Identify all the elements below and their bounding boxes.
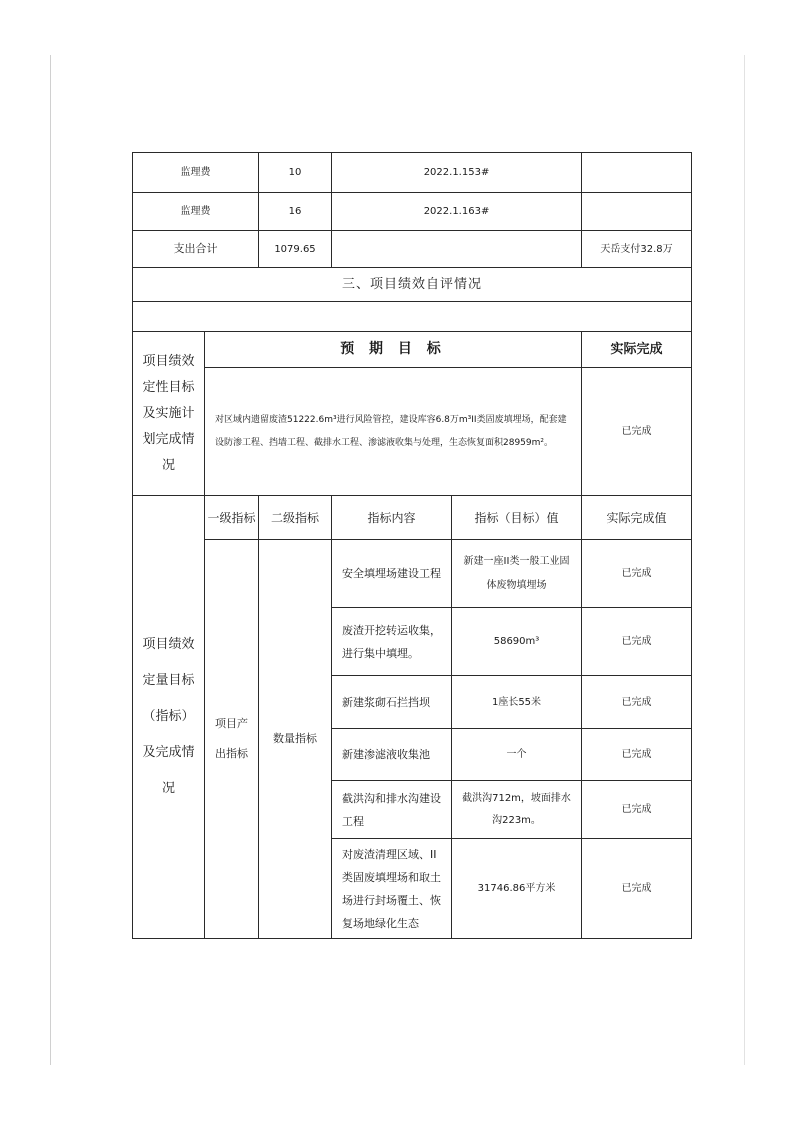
expense-amount: 16	[259, 193, 332, 231]
indicator-actual: 已完成	[582, 729, 692, 781]
expense-item: 监理费	[133, 193, 259, 231]
qualitative-content-row	[133, 368, 692, 496]
content-header: 指标内容	[332, 496, 452, 540]
expense-row	[133, 193, 692, 231]
expense-row	[133, 153, 692, 193]
quantitative-label: 项目绩效定量目标（指标）及完成情况	[133, 496, 205, 939]
actual-completion-header: 实际完成	[582, 332, 692, 368]
indicator-target: 截洪沟712m，坡面排水沟223m。	[452, 781, 582, 839]
target-header: 指标（目标）值	[452, 496, 582, 540]
indicator-content: 截洪沟和排水沟建设工程	[332, 781, 452, 839]
indicator-row	[133, 540, 692, 608]
performance-report-table	[132, 152, 692, 939]
expense-date: 2022.1.163#	[332, 193, 582, 231]
level1-header: 一级指标	[205, 496, 259, 540]
total-row	[133, 231, 692, 268]
expense-note	[582, 193, 692, 231]
blank-row	[133, 302, 692, 332]
indicator-target: 新建一座II类一般工业固体废物填埋场	[452, 540, 582, 608]
expense-amount: 10	[259, 153, 332, 193]
indicator-content: 对废渣清理区域、II类固废填埋场和取土场进行封场覆土、恢复场地绿化生态	[332, 839, 452, 939]
quantitative-header-row	[133, 496, 692, 540]
expected-goal-header: 预 期 目 标	[205, 332, 582, 368]
section-title: 三、项目绩效自评情况	[133, 268, 692, 302]
level2-header: 二级指标	[259, 496, 332, 540]
qualitative-header-row	[133, 332, 692, 368]
total-note: 天岳支付32.8万	[582, 231, 692, 268]
actual-header: 实际完成值	[582, 496, 692, 540]
expected-goal-text: 对区域内遗留废渣51222.6m³进行风险管控，建设库容6.8万m³II类固废填埋场，配套建设防渗工程、挡墙工程、截排水工程、渗滤液收集与处理，生态恢复面积28959m²。	[205, 368, 582, 496]
indicator-actual: 已完成	[582, 540, 692, 608]
qualitative-label: 项目绩效定性目标及实施计划完成情况	[133, 332, 205, 496]
scan-margin-line	[50, 55, 51, 1065]
total-amount: 1079.65	[259, 231, 332, 268]
expense-item: 监理费	[133, 153, 259, 193]
indicator-target: 58690m³	[452, 608, 582, 676]
indicator-actual: 已完成	[582, 781, 692, 839]
indicator-actual: 已完成	[582, 839, 692, 939]
indicator-content: 新建浆砌石拦挡坝	[332, 676, 452, 729]
expense-date: 2022.1.153#	[332, 153, 582, 193]
level2-value: 数量指标	[259, 540, 332, 939]
indicator-content: 安全填埋场建设工程	[332, 540, 452, 608]
qualitative-status: 已完成	[582, 368, 692, 496]
indicator-content: 新建渗滤液收集池	[332, 729, 452, 781]
indicator-target: 一个	[452, 729, 582, 781]
indicator-target: 1座长55米	[452, 676, 582, 729]
total-label: 支出合计	[133, 231, 259, 268]
indicator-actual: 已完成	[582, 608, 692, 676]
expense-note	[582, 153, 692, 193]
level1-value: 项目产出指标	[205, 540, 259, 939]
total-empty	[332, 231, 582, 268]
section-title-row	[133, 268, 692, 302]
indicator-target: 31746.86平方米	[452, 839, 582, 939]
blank-cell	[133, 302, 692, 332]
scan-margin-line-right	[744, 55, 745, 1065]
indicator-actual: 已完成	[582, 676, 692, 729]
indicator-content: 废渣开挖转运收集，进行集中填埋。	[332, 608, 452, 676]
